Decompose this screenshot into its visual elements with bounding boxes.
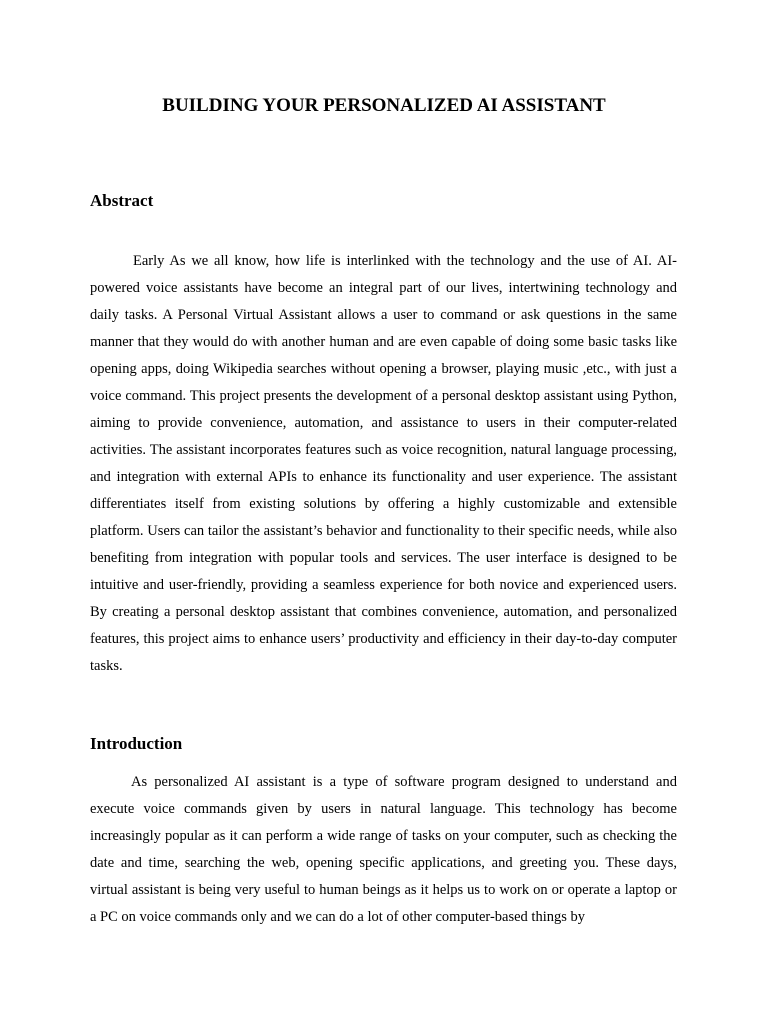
introduction-heading: Introduction	[90, 734, 183, 753]
introduction-paragraph: As personalized AI assistant is a type of software program designed to understand and execute voice commands given by users in natural language. This technology has become increasingly popular as it can perform a wide range of tasks on your computer, such as checking the date and time, searching the web, opening specific applications, and greeting you. These days, virtual assistant is being very useful to human beings as it helps us to work on or operate a laptop or a PC on voice commands only and we can do a lot of other computer-based things by	[90, 774, 677, 925]
abstract-paragraph: Early As we all know, how life is interlinked with the technology and the use of AI. AI-powered voice assistants have become an integral part of our lives, intertwining technology and daily tasks. A Personal Virtual Assistant allows a user to command or ask questions in the same manner that they would do with another human and are even capable of doing some basic tasks like opening apps, doing Wikipedia searches without opening a browser, playing music ,etc., with just a voice command. This project presents the development of a personal desktop assistant using Python, aiming to provide convenience, automation, and assistance to users in their computer-related activities. The assistant incorporates features such as voice recognition, natural language processing, and integration with external APIs to enhance its functionality and user experience. The assistant differentiates itself from existing solutions by offering a highly customizable and extensible platform. Users can tailor the assistant’s behavior and functionality to their specific needs, while also benefiting from integration with popular tools and services. The user interface is designed to be intuitive and user-friendly, providing a seamless experience for both novice and experienced users. By creating a personal desktop assistant that combines convenience, automation, and personalized features, this project aims to enhance users’ productivity and efficiency in their day-to-day computer tasks.	[90, 253, 677, 674]
abstract-heading: Abstract	[90, 191, 154, 210]
document-title: BUILDING YOUR PERSONALIZED AI ASSISTANT	[162, 95, 606, 116]
